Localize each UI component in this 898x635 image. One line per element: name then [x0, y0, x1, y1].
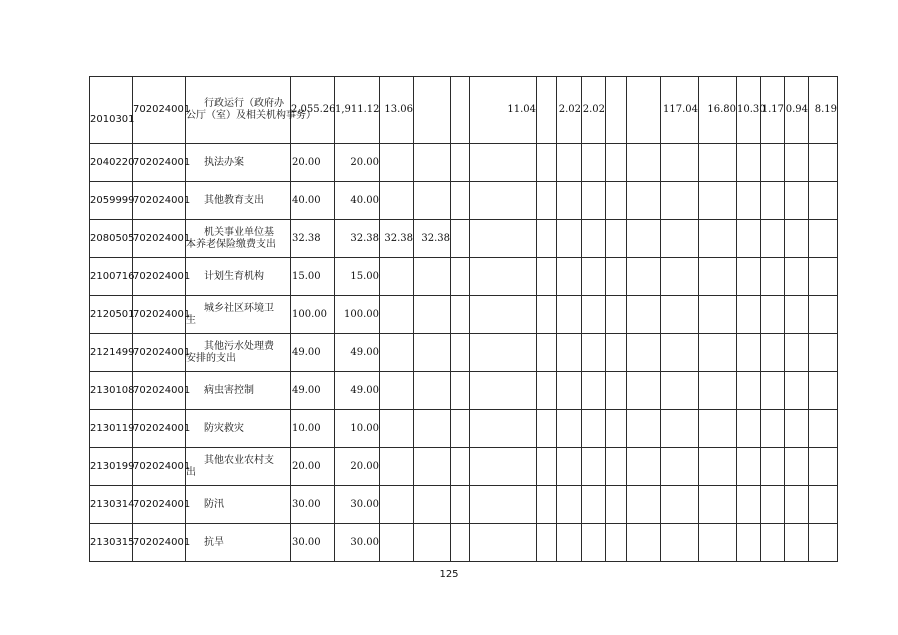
amount-cell [627, 524, 661, 562]
amount-cell [537, 258, 557, 296]
amount-cell [537, 448, 557, 486]
amount-cell [627, 334, 661, 372]
unit-code-cell: 702024001 [133, 77, 186, 144]
subject-name-cell [186, 448, 291, 486]
amount-cell: 40.00 [291, 182, 335, 220]
amount-cell: 49.00 [291, 372, 335, 410]
amount-cell: 1.17 [761, 77, 785, 144]
subject-name-line1: 其他污水处理费 [204, 340, 274, 352]
amount-cell: 2.02 [557, 77, 582, 144]
subject-name-cell: 执法办案 [186, 144, 291, 182]
amount-cell [380, 334, 414, 372]
amount-cell: 32.38 [380, 220, 414, 258]
amount-cell: 49.00 [335, 334, 380, 372]
amount-cell [470, 486, 537, 524]
amount-cell [537, 182, 557, 220]
amount-cell [785, 334, 809, 372]
amount-cell [761, 144, 785, 182]
amount-cell [606, 448, 627, 486]
amount-cell [451, 372, 470, 410]
amount-cell [557, 448, 582, 486]
amount-cell: 30.00 [335, 486, 380, 524]
amount-cell [470, 258, 537, 296]
amount-cell [537, 334, 557, 372]
table-row [90, 144, 838, 182]
amount-cell: 8.19 [809, 77, 838, 144]
amount-cell [661, 334, 699, 372]
subject-name-line2: 生 [186, 314, 196, 326]
unit-code-cell: 702024001 [133, 258, 186, 296]
amount-cell [557, 220, 582, 258]
amount-cell: 10.00 [291, 410, 335, 448]
unit-code-cell: 702024001 [133, 372, 186, 410]
amount-cell [627, 144, 661, 182]
amount-cell [699, 524, 737, 562]
amount-cell [414, 258, 451, 296]
amount-cell [809, 486, 838, 524]
amount-cell [557, 524, 582, 562]
amount-cell: 1,911.12 [335, 77, 380, 144]
amount-cell [537, 296, 557, 334]
subject-name-line2: 出 [186, 466, 196, 478]
amount-cell [414, 410, 451, 448]
amount-cell [606, 524, 627, 562]
amount-cell [627, 410, 661, 448]
amount-cell [582, 258, 606, 296]
amount-cell [470, 182, 537, 220]
amount-cell [380, 258, 414, 296]
table-row [90, 182, 838, 220]
amount-cell [582, 410, 606, 448]
subject-name-cell: 计划生育机构 [186, 258, 291, 296]
amount-cell [737, 524, 761, 562]
table-row [90, 77, 838, 144]
amount-cell [809, 410, 838, 448]
unit-code-cell: 702024001 [133, 182, 186, 220]
table-row [90, 372, 838, 410]
amount-cell [699, 144, 737, 182]
amount-cell [761, 182, 785, 220]
table-row [90, 296, 838, 334]
amount-cell [537, 486, 557, 524]
amount-cell [606, 182, 627, 220]
amount-cell [582, 296, 606, 334]
table-row [90, 486, 838, 524]
amount-cell [537, 144, 557, 182]
amount-cell [809, 448, 838, 486]
amount-cell [699, 258, 737, 296]
amount-cell [699, 448, 737, 486]
budget-table [89, 76, 838, 562]
amount-cell [699, 296, 737, 334]
amount-cell [606, 486, 627, 524]
amount-cell [451, 486, 470, 524]
amount-cell [661, 410, 699, 448]
amount-cell [470, 372, 537, 410]
amount-cell [557, 182, 582, 220]
amount-cell [699, 486, 737, 524]
amount-cell [582, 486, 606, 524]
amount-cell [380, 410, 414, 448]
amount-cell [627, 486, 661, 524]
amount-cell [809, 258, 838, 296]
amount-cell [809, 334, 838, 372]
subject-code-cell: 2120501 [90, 296, 133, 334]
table-row [90, 258, 838, 296]
amount-cell [785, 448, 809, 486]
subject-code-cell: 2130108 [90, 372, 133, 410]
subject-name-cell: 病虫害控制 [186, 372, 291, 410]
amount-cell: 2,055.26 [291, 77, 335, 144]
amount-cell [627, 296, 661, 334]
amount-cell [761, 448, 785, 486]
amount-cell [661, 258, 699, 296]
amount-cell: 49.00 [335, 372, 380, 410]
amount-cell [606, 258, 627, 296]
subject-name-line1: 机关事业单位基 [204, 226, 274, 238]
unit-code-cell: 702024001 [133, 144, 186, 182]
amount-cell [627, 77, 661, 144]
amount-cell [737, 182, 761, 220]
amount-cell: 32.38 [335, 220, 380, 258]
amount-cell [380, 182, 414, 220]
amount-cell [470, 296, 537, 334]
subject-code-cell: 2080505 [90, 220, 133, 258]
amount-cell [582, 372, 606, 410]
amount-cell [699, 182, 737, 220]
amount-cell [557, 486, 582, 524]
amount-cell: 0.94 [785, 77, 809, 144]
amount-cell [761, 524, 785, 562]
amount-cell [470, 220, 537, 258]
amount-cell [451, 144, 470, 182]
amount-cell [582, 182, 606, 220]
amount-cell [537, 410, 557, 448]
amount-cell [661, 296, 699, 334]
subject-name-cell: 防灾救灾 [186, 410, 291, 448]
amount-cell [451, 448, 470, 486]
amount-cell [606, 144, 627, 182]
unit-code-cell: 702024001 [133, 448, 186, 486]
amount-cell: 32.38 [414, 220, 451, 258]
unit-code-cell: 702024001 [133, 334, 186, 372]
amount-cell [557, 296, 582, 334]
subject-name-line2: 公厅（室）及相关机构事务） [186, 110, 316, 121]
subject-code-cell: 2040220 [90, 144, 133, 182]
amount-cell [785, 258, 809, 296]
amount-cell [582, 334, 606, 372]
subject-name-cell [186, 220, 291, 258]
amount-cell: 20.00 [291, 144, 335, 182]
amount-cell [414, 77, 451, 144]
subject-name-line1: 城乡社区环境卫 [204, 302, 274, 314]
amount-cell [661, 448, 699, 486]
amount-cell [414, 334, 451, 372]
amount-cell: 100.00 [335, 296, 380, 334]
amount-cell: 49.00 [291, 334, 335, 372]
amount-cell [606, 296, 627, 334]
amount-cell [699, 372, 737, 410]
amount-cell [809, 220, 838, 258]
table-row [90, 410, 838, 448]
amount-cell [537, 524, 557, 562]
amount-cell [470, 410, 537, 448]
amount-cell [606, 334, 627, 372]
subject-name-cell: 防汛 [186, 486, 291, 524]
amount-cell [537, 372, 557, 410]
amount-cell [809, 372, 838, 410]
amount-cell [557, 372, 582, 410]
amount-cell [557, 334, 582, 372]
subject-name-line1: 行政运行（政府办 [204, 98, 284, 109]
amount-cell [809, 182, 838, 220]
amount-cell [737, 448, 761, 486]
amount-cell: 15.00 [291, 258, 335, 296]
amount-cell [761, 372, 785, 410]
amount-cell [699, 334, 737, 372]
amount-cell [761, 334, 785, 372]
amount-cell [761, 296, 785, 334]
subject-code-cell: 2121499 [90, 334, 133, 372]
amount-cell [737, 486, 761, 524]
amount-cell: 15.00 [335, 258, 380, 296]
amount-cell [414, 372, 451, 410]
amount-cell [785, 144, 809, 182]
amount-cell [809, 296, 838, 334]
amount-cell [785, 182, 809, 220]
amount-cell [606, 77, 627, 144]
subject-name-cell: 抗旱 [186, 524, 291, 562]
amount-cell [627, 258, 661, 296]
amount-cell [785, 410, 809, 448]
amount-cell [761, 486, 785, 524]
amount-cell [699, 410, 737, 448]
page-number: 125 [439, 569, 459, 580]
amount-cell [380, 524, 414, 562]
amount-cell [451, 77, 470, 144]
amount-cell: 2.02 [582, 77, 606, 144]
amount-cell [451, 410, 470, 448]
amount-cell [785, 220, 809, 258]
amount-cell [537, 220, 557, 258]
amount-cell [737, 144, 761, 182]
table-row [90, 220, 838, 258]
amount-cell [380, 486, 414, 524]
amount-cell [737, 410, 761, 448]
subject-name-line1: 其他农业农村支 [204, 454, 274, 466]
amount-cell [380, 372, 414, 410]
amount-cell [470, 334, 537, 372]
amount-cell [414, 144, 451, 182]
unit-code-cell: 702024001 [133, 486, 186, 524]
amount-cell [380, 448, 414, 486]
amount-cell [414, 524, 451, 562]
amount-cell [785, 486, 809, 524]
amount-cell [451, 524, 470, 562]
amount-cell [414, 448, 451, 486]
amount-cell [737, 372, 761, 410]
amount-cell: 30.00 [291, 486, 335, 524]
amount-cell [380, 144, 414, 182]
amount-cell [809, 144, 838, 182]
amount-cell [627, 448, 661, 486]
amount-cell [661, 524, 699, 562]
table-row [90, 448, 838, 486]
amount-cell [761, 410, 785, 448]
amount-cell [699, 220, 737, 258]
amount-cell [661, 220, 699, 258]
amount-cell [582, 524, 606, 562]
subject-name-cell: 其他教育支出 [186, 182, 291, 220]
table-row [90, 524, 838, 562]
amount-cell: 100.00 [291, 296, 335, 334]
amount-cell [557, 410, 582, 448]
amount-cell: 13.06 [380, 77, 414, 144]
amount-cell: 40.00 [335, 182, 380, 220]
amount-cell [761, 220, 785, 258]
amount-cell [627, 182, 661, 220]
amount-cell [414, 296, 451, 334]
amount-cell: 30.00 [291, 524, 335, 562]
amount-cell [737, 296, 761, 334]
amount-cell [606, 220, 627, 258]
amount-cell [661, 372, 699, 410]
amount-cell: 16.80 [699, 77, 737, 144]
amount-cell [737, 220, 761, 258]
amount-cell [380, 296, 414, 334]
amount-cell [785, 372, 809, 410]
amount-cell [809, 524, 838, 562]
amount-cell: 117.04 [661, 77, 699, 144]
amount-cell [470, 524, 537, 562]
amount-cell [414, 182, 451, 220]
amount-cell [606, 410, 627, 448]
amount-cell [451, 296, 470, 334]
table-row [90, 334, 838, 372]
subject-name-line2: 安排的支出 [186, 352, 236, 364]
amount-cell [785, 296, 809, 334]
amount-cell [414, 486, 451, 524]
amount-cell: 20.00 [335, 448, 380, 486]
amount-cell [451, 182, 470, 220]
unit-code-cell: 702024001 [133, 524, 186, 562]
amount-cell [537, 77, 557, 144]
subject-code-cell: 2059999 [90, 182, 133, 220]
amount-cell: 11.04 [470, 77, 537, 144]
amount-cell [737, 334, 761, 372]
subject-code-cell: 2130199 [90, 448, 133, 486]
amount-cell [470, 448, 537, 486]
amount-cell [627, 220, 661, 258]
unit-code-cell: 702024001 [133, 220, 186, 258]
amount-cell: 20.00 [335, 144, 380, 182]
amount-cell [761, 258, 785, 296]
amount-cell: 10.30 [737, 77, 761, 144]
unit-code-cell: 702024001 [133, 410, 186, 448]
subject-code-cell: 2130119 [90, 410, 133, 448]
amount-cell [661, 182, 699, 220]
amount-cell [557, 258, 582, 296]
amount-cell [582, 220, 606, 258]
amount-cell [582, 144, 606, 182]
subject-code-cell: 2100716 [90, 258, 133, 296]
amount-cell [661, 486, 699, 524]
amount-cell [661, 144, 699, 182]
subject-code-cell: 2130315 [90, 524, 133, 562]
amount-cell [606, 372, 627, 410]
amount-cell [451, 334, 470, 372]
amount-cell: 32.38 [291, 220, 335, 258]
amount-cell: 10.00 [335, 410, 380, 448]
subject-name-cell [186, 296, 291, 334]
subject-code-cell: 2130314 [90, 486, 133, 524]
amount-cell [582, 448, 606, 486]
amount-cell [451, 258, 470, 296]
amount-cell [451, 220, 470, 258]
amount-cell [627, 372, 661, 410]
subject-code-cell: 2010301 [90, 77, 133, 144]
amount-cell: 20.00 [291, 448, 335, 486]
amount-cell [785, 524, 809, 562]
amount-cell [470, 144, 537, 182]
amount-cell [557, 144, 582, 182]
amount-cell [737, 258, 761, 296]
subject-name-cell [186, 334, 291, 372]
subject-name-line2: 本养老保险缴费支出 [186, 238, 276, 250]
unit-code-cell: 702024001 [133, 296, 186, 334]
amount-cell: 30.00 [335, 524, 380, 562]
